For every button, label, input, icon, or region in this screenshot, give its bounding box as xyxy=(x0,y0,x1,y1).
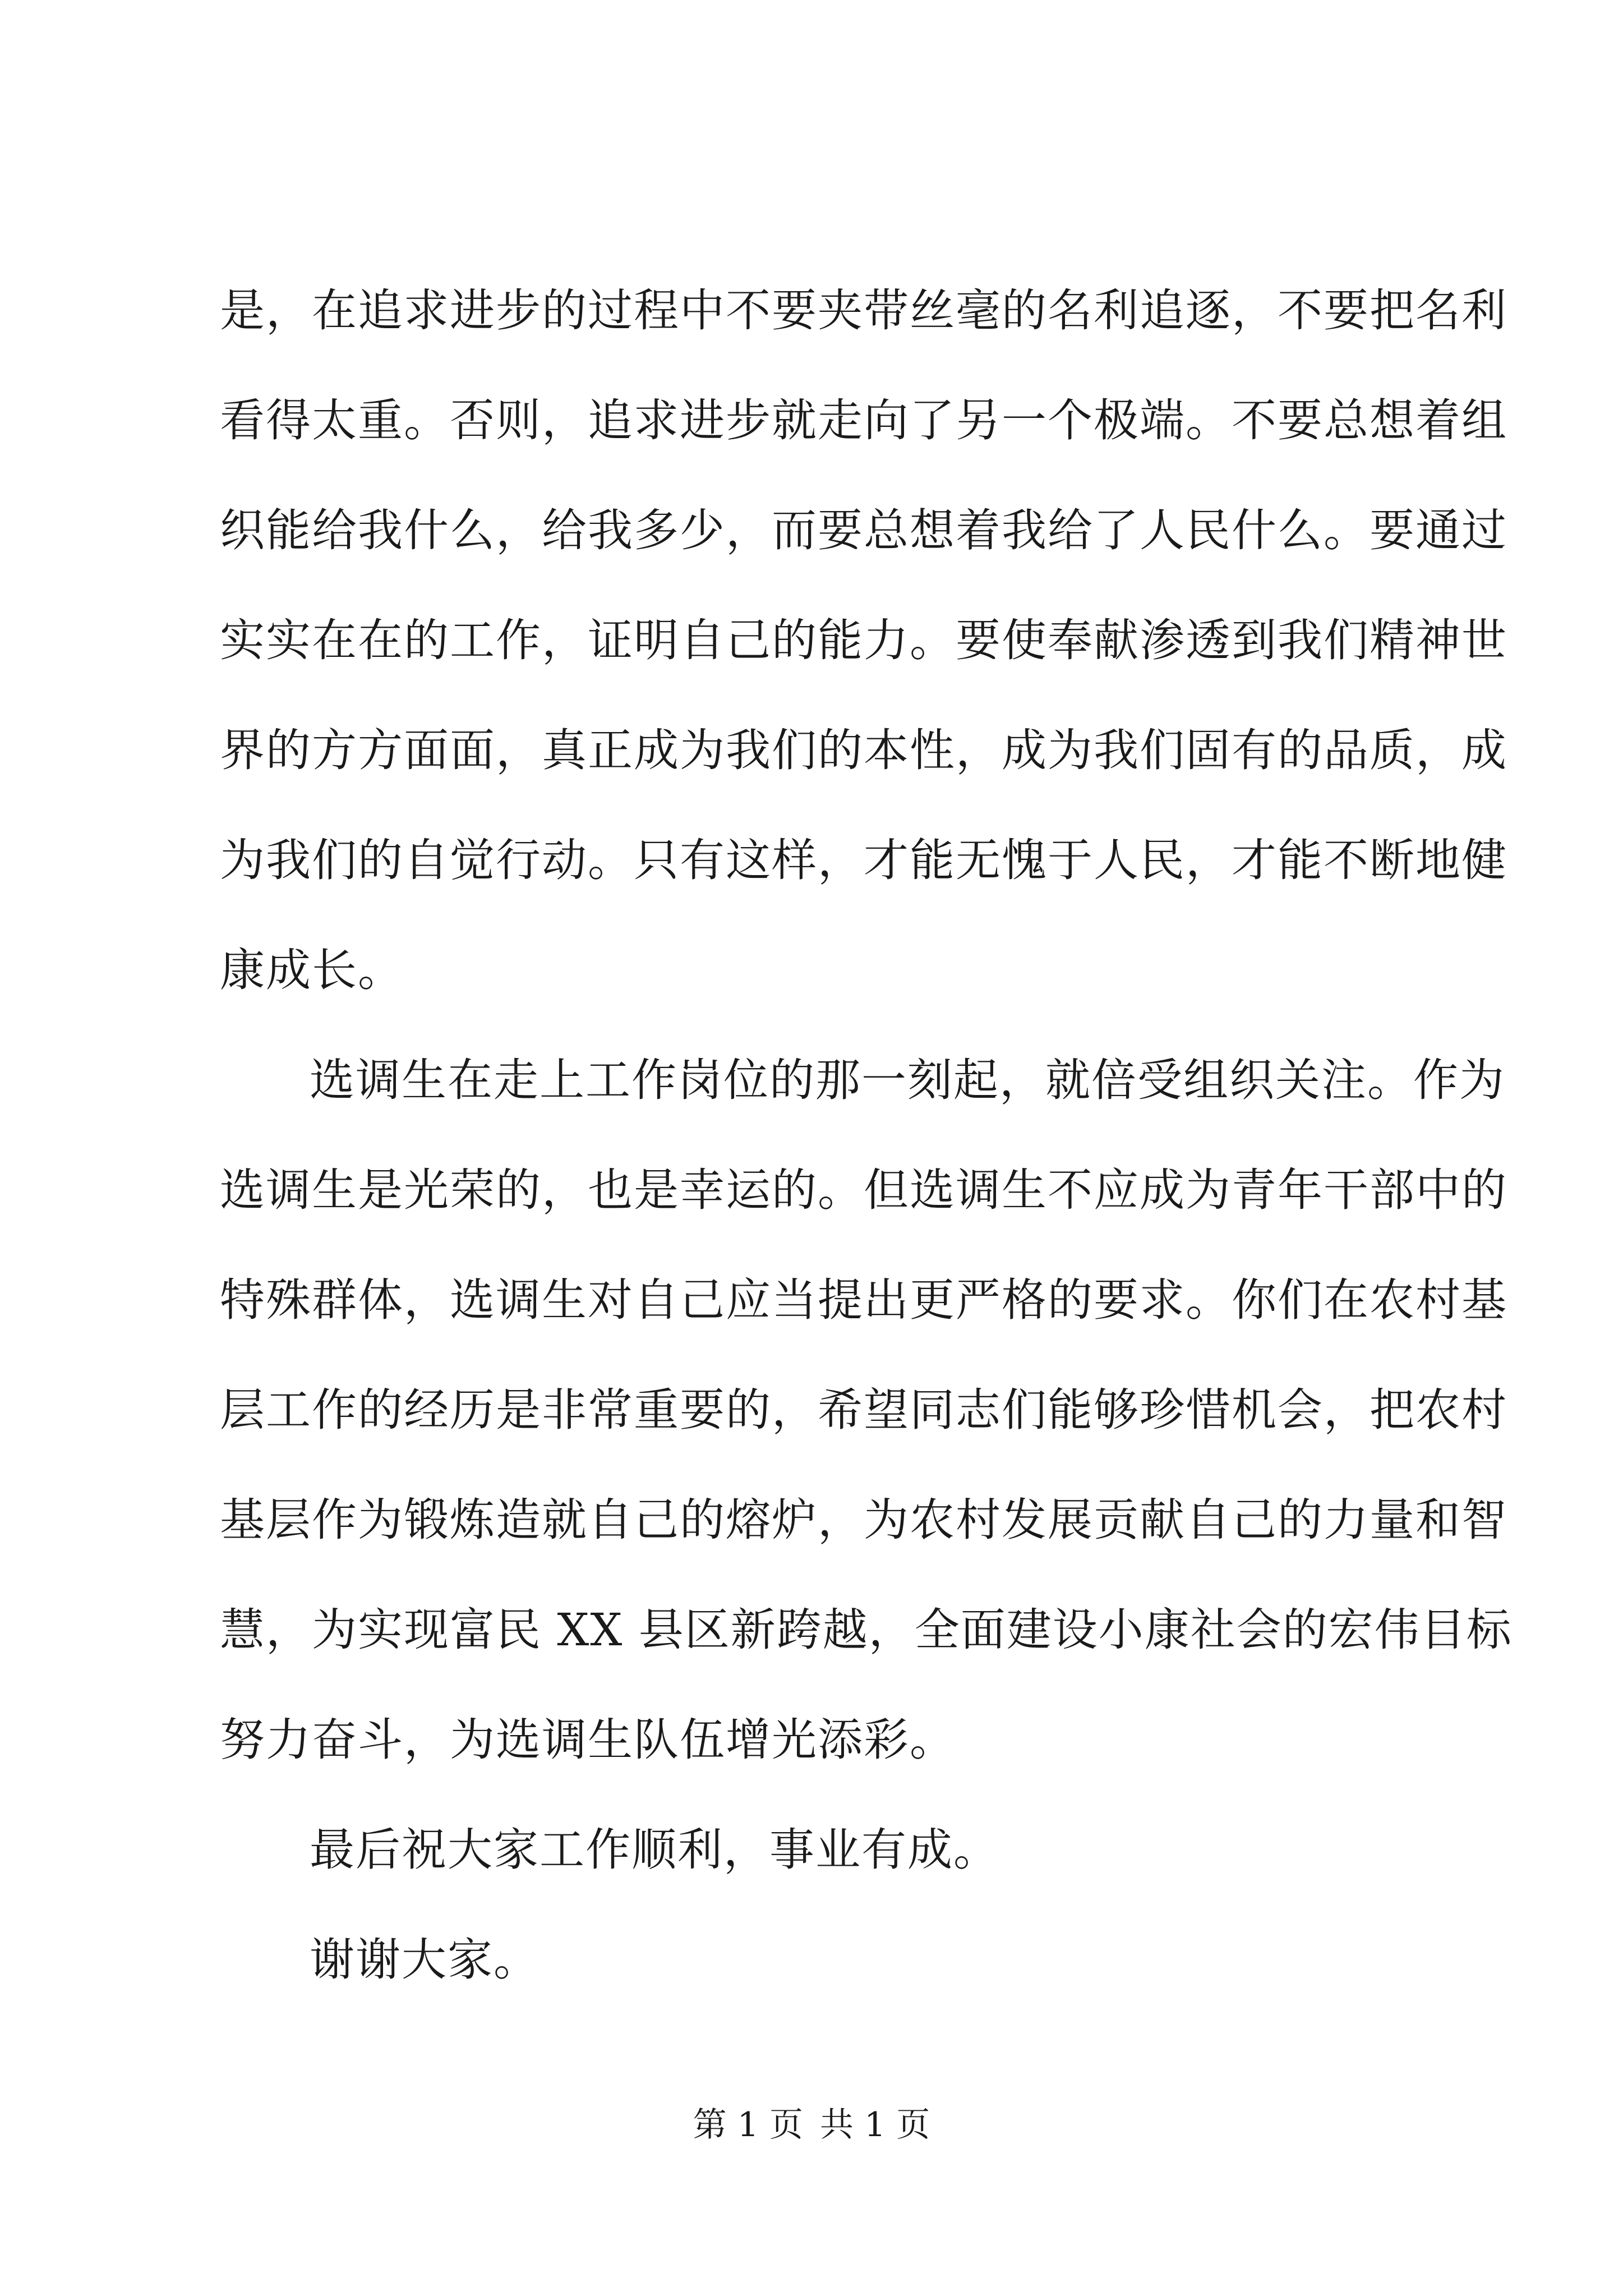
text-line: 为我们的自觉行动。只有这样，才能无愧于人民，才能不断地健 xyxy=(220,834,1507,886)
page-footer xyxy=(0,2102,1623,2147)
total-page-count: 共 1 页 xyxy=(820,2105,930,2145)
paragraph-3 xyxy=(220,1795,1426,1905)
paragraph-2 xyxy=(220,1025,1513,1795)
text-line: 最后祝大家工作顺利，事业有成。 xyxy=(310,1824,999,1876)
text-line: 选调生是光荣的，也是幸运的。但选调生不应成为青年干部中的 xyxy=(220,1164,1507,1216)
paragraph-4 xyxy=(220,1905,1426,2015)
text-line: 努力奋斗，为选调生队伍增光添彩。 xyxy=(220,1714,956,1766)
text-line: 层工作的经历是非常重要的，希望同志们能够珍惜机会，把农村 xyxy=(220,1384,1507,1436)
text-line: 康成长。 xyxy=(220,944,404,996)
text-line: 是，在追求进步的过程中不要夹带丝毫的名利追逐，不要把名利 xyxy=(220,284,1507,337)
text-line: 慧，为实现富民 XX 县区新跨越，全面建设小康社会的宏伟目标 xyxy=(220,1604,1513,1656)
text-line: 特殊群体，选调生对自己应当提出更严格的要求。你们在农村基 xyxy=(220,1274,1507,1326)
text-line: 实实在在的工作，证明自己的能力。要使奉献渗透到我们精神世 xyxy=(220,614,1507,666)
text-line: 看得太重。否则，追求进步就走向了另一个极端。不要总想着组 xyxy=(220,394,1507,447)
text-line: 界的方方面面，真正成为我们的本性，成为我们固有的品质，成 xyxy=(220,724,1507,776)
paragraph-1 xyxy=(220,256,1507,1025)
text-line: 谢谢大家。 xyxy=(310,1934,540,1986)
text-line: 织能给我什么，给我多少，而要总想着我给了人民什么。要通过 xyxy=(220,504,1507,556)
current-page-number: 第 1 页 xyxy=(693,2105,803,2145)
text-line: 基层作为锻炼造就自己的熔炉，为农村发展贡献自己的力量和智 xyxy=(220,1494,1507,1546)
text-line: 选调生在走上工作岗位的那一刻起，就倍受组织关注。作为 xyxy=(310,1054,1505,1106)
document-body xyxy=(220,256,1513,2015)
